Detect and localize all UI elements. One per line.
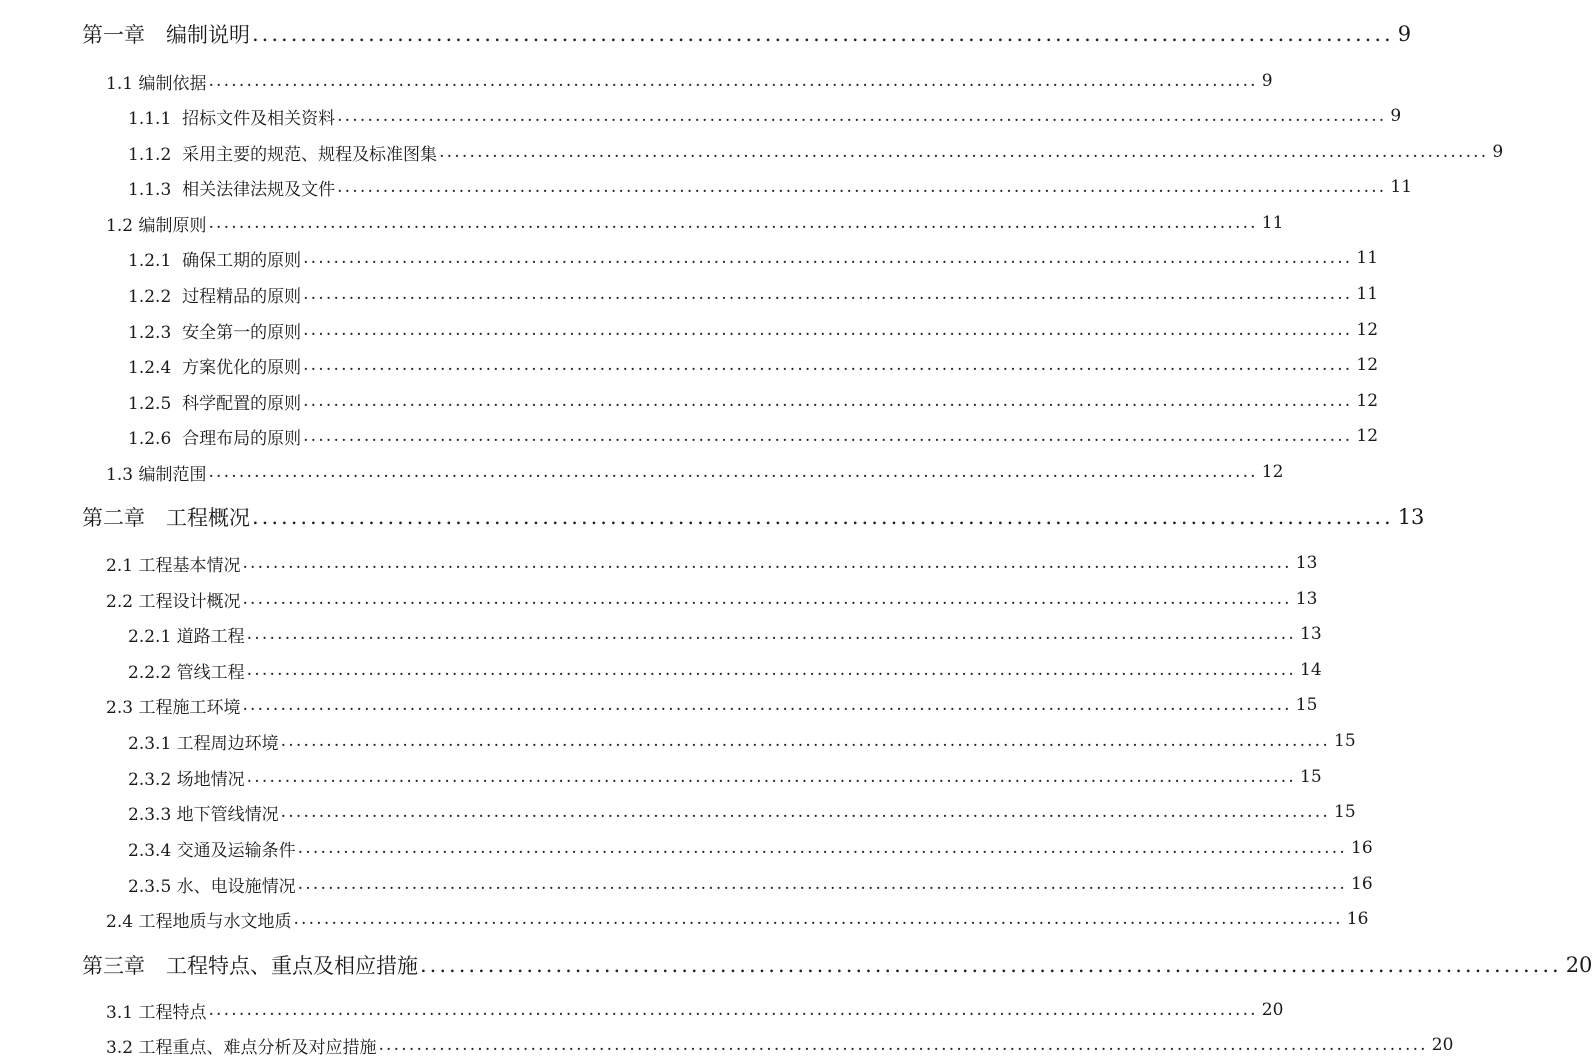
toc-entry-page: 9 — [1390, 106, 1402, 126]
toc-entry-title: 2.3 工程施工环境 — [106, 697, 241, 718]
dot-leader: .......................................................................................................................................... — [337, 177, 1387, 197]
toc-entry[interactable] — [128, 762, 1322, 792]
toc-entry-title: 1.1 编制依据 — [106, 73, 207, 94]
dot-leader: .......................................................................................................................................... — [242, 553, 1292, 573]
toc-entry-page: 12 — [1356, 426, 1379, 446]
toc-entry[interactable] — [106, 1030, 1454, 1060]
toc-entry[interactable] — [128, 279, 1379, 309]
toc-entry-page: 16 — [1351, 874, 1373, 894]
dot-leader: .......................................................................................................................................... — [246, 624, 1296, 644]
toc-entry-title: 1.1.1 招标文件及相关资料 — [128, 108, 336, 129]
toc-entry-title: 2.1 工程基本情况 — [106, 555, 241, 576]
toc-entry-page: 16 — [1351, 838, 1373, 858]
toc-entry-title: 1.2.4 方案优化的原则 — [128, 357, 302, 378]
toc-entry-page: 15 — [1300, 767, 1322, 787]
toc-entry[interactable] — [106, 995, 1284, 1025]
dot-leader: .......................................................................................................................................... — [303, 426, 1353, 446]
toc-entry[interactable] — [106, 584, 1318, 614]
toc-entry-title: 2.2 工程设计概况 — [106, 591, 241, 612]
toc-entry-title: 2.3.4 交通及运输条件 — [128, 840, 296, 861]
toc-entry-page: 13 — [1300, 624, 1322, 644]
toc-entry-page: 15 — [1295, 695, 1318, 715]
toc-entry[interactable] — [106, 208, 1284, 238]
toc-entry-title: 1.2.3 安全第一的原则 — [128, 322, 302, 343]
dot-leader: .......................................................................................................................................... — [208, 1000, 1258, 1020]
toc-entry-page: 20 — [1431, 1035, 1454, 1055]
dot-leader: .......................................................................................................................................... — [378, 1035, 1428, 1055]
toc-entry[interactable] — [106, 66, 1273, 96]
dot-leader: .......................................................................................................................................... — [337, 106, 1387, 126]
toc-entry-title: 2.4 工程地质与水文地质 — [106, 911, 292, 932]
toc-entry[interactable] — [128, 619, 1322, 649]
dot-leader: .......................................................................................................................................... — [242, 695, 1292, 715]
toc-entry-title: 1.2.5 科学配置的原则 — [128, 393, 302, 414]
dot-leader: ...................................................................................................................... — [420, 953, 1562, 977]
dot-leader: .......................................................................................................................................... — [208, 213, 1258, 233]
dot-leader: ...................................................................................................................... — [252, 505, 1394, 529]
toc-entry[interactable] — [106, 690, 1318, 720]
toc-entry[interactable] — [106, 904, 1369, 934]
toc-entry[interactable] — [128, 243, 1379, 273]
toc-entry-page: 20 — [1261, 1000, 1284, 1020]
toc-entry[interactable] — [128, 172, 1413, 202]
toc-entry[interactable] — [128, 655, 1322, 685]
toc-entry[interactable] — [128, 137, 1504, 167]
toc-entry-page: 15 — [1334, 731, 1356, 751]
toc-entry-page: 20 — [1565, 953, 1592, 977]
toc-entry-page: 12 — [1261, 462, 1284, 482]
dot-leader: .......................................................................................................................................... — [242, 589, 1292, 609]
toc-entry-title: 2.3.2 场地情况 — [128, 769, 245, 790]
dot-leader: .......................................................................................................................................... — [293, 909, 1343, 929]
toc-entry-title: 2.2.2 管线工程 — [128, 662, 245, 683]
toc-entry-page: 15 — [1334, 802, 1356, 822]
dot-leader: .......................................................................................................................................... — [303, 355, 1353, 375]
toc-entry-title: 2.3.5 水、电设施情况 — [128, 876, 296, 897]
toc-entry-title: 第三章 工程特点、重点及相应措施 — [82, 954, 418, 978]
dot-leader: .......................................................................................................................................... — [297, 838, 1347, 858]
toc-entry-title: 1.2.2 过程精品的原则 — [128, 286, 302, 307]
toc-entry-title: 第二章 工程概况 — [82, 506, 250, 530]
toc-entry-title: 1.1.3 相关法律法规及文件 — [128, 179, 336, 200]
toc-entry-page: 16 — [1346, 909, 1369, 929]
toc-entry-title: 1.2.6 合理布局的原则 — [128, 428, 302, 449]
toc-entry-page: 11 — [1390, 177, 1413, 197]
toc-entry-title: 3.2 工程重点、难点分析及对应措施 — [106, 1037, 377, 1058]
toc-entry-page: 14 — [1300, 660, 1322, 680]
toc-entry-title: 1.1.2 采用主要的规范、规程及标准图集 — [128, 144, 438, 165]
toc-entry-page: 12 — [1356, 391, 1379, 411]
toc-entry[interactable] — [128, 315, 1379, 345]
dot-leader: .......................................................................................................................................... — [246, 660, 1296, 680]
dot-leader: .......................................................................................................................................... — [303, 284, 1353, 304]
toc-entry-page: 13 — [1295, 589, 1318, 609]
toc-entry[interactable] — [82, 19, 1412, 49]
toc-entry[interactable] — [128, 797, 1356, 827]
toc-entry-title: 2.3.1 工程周边环境 — [128, 733, 279, 754]
toc-entry[interactable] — [82, 502, 1425, 532]
dot-leader: .......................................................................................................................................... — [303, 320, 1353, 340]
toc-entry-page: 9 — [1492, 142, 1504, 162]
toc-entry[interactable] — [82, 950, 1592, 980]
dot-leader: .......................................................................................................................................... — [303, 391, 1353, 411]
toc-entry-title: 1.3 编制范围 — [106, 464, 207, 485]
toc-entry[interactable] — [128, 833, 1373, 863]
toc-entry-title: 2.3.3 地下管线情况 — [128, 804, 279, 825]
toc-entry-page: 11 — [1356, 284, 1379, 304]
dot-leader: .......................................................................................................................................... — [297, 874, 1347, 894]
toc-entry[interactable] — [128, 869, 1373, 899]
toc-entry-page: 9 — [1397, 22, 1412, 46]
toc-entry[interactable] — [106, 548, 1318, 578]
dot-leader: .......................................................................................................................................... — [208, 71, 1258, 91]
toc-entry[interactable] — [128, 386, 1379, 416]
toc-entry[interactable] — [128, 726, 1356, 756]
dot-leader: .......................................................................................................................................... — [280, 802, 1330, 822]
toc-entry[interactable] — [128, 101, 1402, 131]
toc-entry[interactable] — [128, 350, 1379, 380]
toc-entry-page: 12 — [1356, 320, 1379, 340]
dot-leader: .......................................................................................................................................... — [303, 248, 1353, 268]
toc-entry-page: 11 — [1356, 248, 1379, 268]
toc-entry-title: 3.1 工程特点 — [106, 1002, 207, 1023]
toc-entry[interactable] — [106, 457, 1284, 487]
toc-entry-title: 1.2.1 确保工期的原则 — [128, 250, 302, 271]
toc-entry-page: 12 — [1356, 355, 1379, 375]
toc-entry-title: 第一章 编制说明 — [82, 23, 250, 47]
toc-entry-page: 9 — [1261, 71, 1273, 91]
dot-leader: .......................................................................................................................................... — [280, 731, 1330, 751]
dot-leader: .......................................................................................................................................... — [439, 142, 1489, 162]
toc-entry-page: 11 — [1261, 213, 1284, 233]
toc-entry-page: 13 — [1295, 553, 1318, 573]
toc-entry-title: 1.2 编制原则 — [106, 215, 207, 236]
toc-entry-page: 13 — [1397, 505, 1425, 529]
toc-entry-title: 2.2.1 道路工程 — [128, 626, 245, 647]
toc-entry[interactable] — [128, 421, 1379, 451]
dot-leader: ...................................................................................................................... — [252, 22, 1394, 46]
dot-leader: .......................................................................................................................................... — [208, 462, 1258, 482]
dot-leader: .......................................................................................................................................... — [246, 767, 1296, 787]
